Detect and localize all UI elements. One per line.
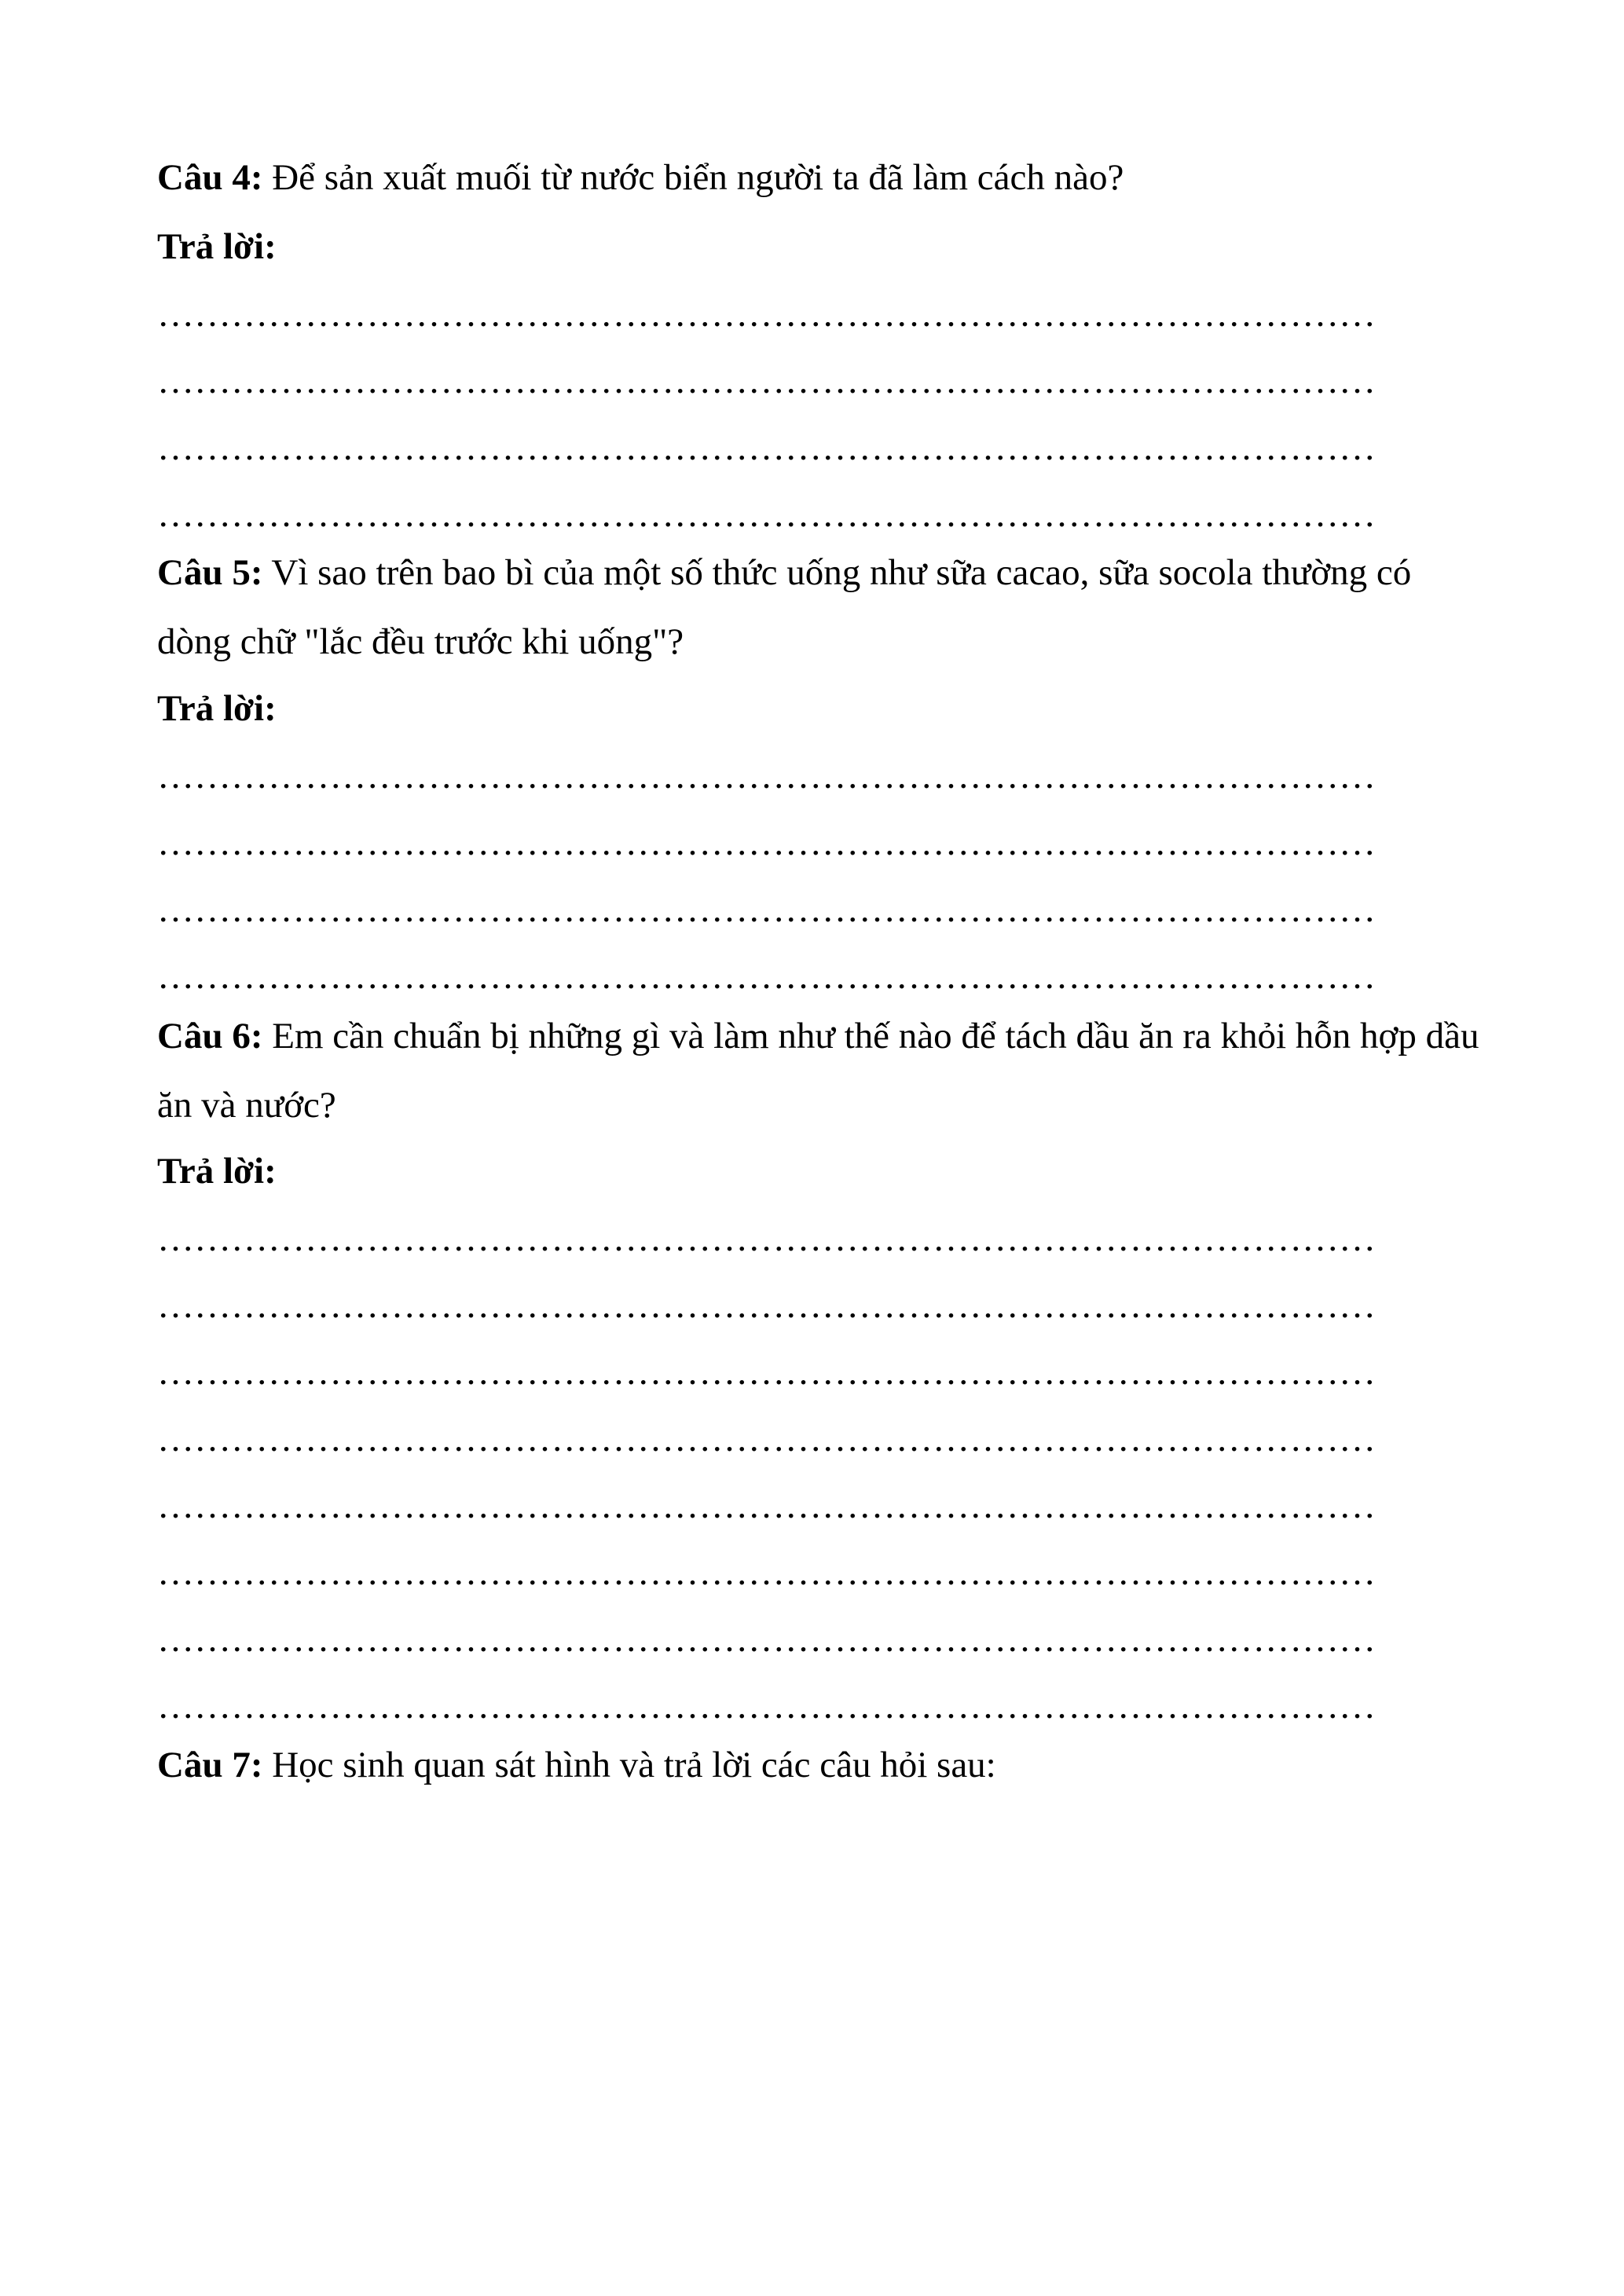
question-4: [157, 143, 1485, 212]
answer-6-label: [157, 1137, 1485, 1206]
question-7-text: Học sinh quan sát hình và trả lời các câu hỏi sau:: [262, 1745, 996, 1785]
question-7: [157, 1730, 1485, 1800]
answer-line[interactable]: ………………………………………………………………………………………: [157, 1419, 1376, 1459]
answer-4-heading: Trả lời:: [157, 226, 277, 267]
answer-line[interactable]: ………………………………………………………………………………………: [157, 756, 1376, 796]
answer-6-lines: [157, 1206, 1485, 1740]
answer-line[interactable]: ………………………………………………………………………………………: [157, 1552, 1376, 1593]
answer-line[interactable]: ………………………………………………………………………………………: [157, 889, 1376, 930]
answer-line[interactable]: ………………………………………………………………………………………: [157, 1485, 1376, 1526]
question-6-label: Câu 6:: [157, 1016, 263, 1056]
answer-line[interactable]: ………………………………………………………………………………………: [157, 1619, 1376, 1660]
question-6-text: Em cần chuẩn bị những gì và làm như thế nào để tách dầu ăn ra khỏi hỗn hợp dầu ăn và nước?: [157, 1016, 1479, 1126]
answer-line[interactable]: ………………………………………………………………………………………: [157, 1285, 1376, 1326]
answer-line[interactable]: ………………………………………………………………………………………: [157, 956, 1376, 997]
answer-line[interactable]: ………………………………………………………………………………………: [157, 494, 1376, 535]
question-5-text: Vì sao trên bao bì của một số thức uống như sữa cacao, sữa socola thường có dòng chữ "lắc đều trước khi uống"?: [157, 552, 1412, 662]
answer-line[interactable]: ………………………………………………………………………………………: [157, 427, 1376, 468]
answer-5-heading: Trả lời:: [157, 688, 277, 729]
question-7-label: Câu 7:: [157, 1745, 263, 1785]
question-5: [157, 538, 1485, 676]
answer-line[interactable]: ………………………………………………………………………………………: [157, 361, 1376, 401]
answer-5-lines: [157, 743, 1485, 1010]
answer-line[interactable]: ………………………………………………………………………………………: [157, 1218, 1376, 1259]
answer-line[interactable]: ………………………………………………………………………………………: [157, 294, 1376, 335]
question-4-text: Để sản xuất muối từ nước biển người ta đã làm cách nào?: [262, 157, 1124, 198]
answer-4-lines: [157, 281, 1485, 548]
answer-4-label: [157, 212, 1485, 281]
answer-line[interactable]: ………………………………………………………………………………………: [157, 822, 1376, 863]
answer-line[interactable]: ………………………………………………………………………………………: [157, 1686, 1376, 1727]
answer-6-heading: Trả lời:: [157, 1151, 277, 1192]
answer-5-label: [157, 674, 1485, 743]
answer-line[interactable]: ………………………………………………………………………………………: [157, 1352, 1376, 1393]
question-4-label: Câu 4:: [157, 157, 263, 198]
question-5-label: Câu 5:: [157, 552, 263, 593]
question-6: [157, 1002, 1485, 1140]
